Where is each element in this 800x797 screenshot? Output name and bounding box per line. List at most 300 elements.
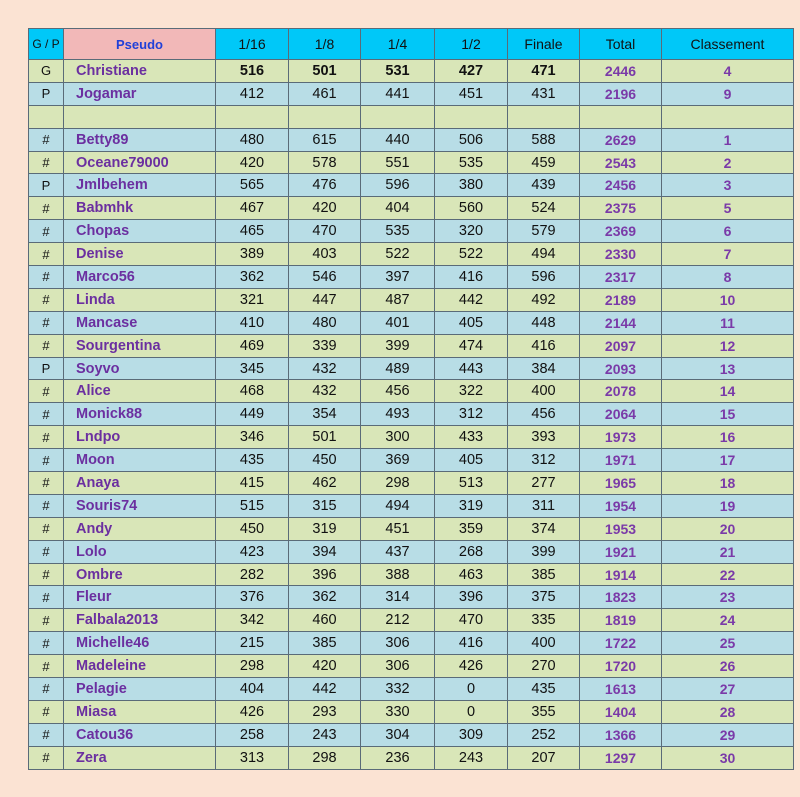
rank-cell: 13 bbox=[662, 357, 794, 380]
total-cell: 2375 bbox=[580, 197, 662, 220]
total-cell: 2446 bbox=[580, 60, 662, 83]
total-cell: 1954 bbox=[580, 494, 662, 517]
round-4-cell: 300 bbox=[361, 426, 435, 449]
round-4-cell: 522 bbox=[361, 243, 435, 266]
round-2-cell: 470 bbox=[435, 609, 508, 632]
rank-cell: 5 bbox=[662, 197, 794, 220]
round-16-cell: 346 bbox=[216, 426, 289, 449]
total-cell: 1823 bbox=[580, 586, 662, 609]
name-cell: Miasa bbox=[64, 700, 216, 723]
round-4-cell: 489 bbox=[361, 357, 435, 380]
round-8-cell: 501 bbox=[289, 426, 361, 449]
name-cell: Moon bbox=[64, 449, 216, 472]
round-4-cell: 404 bbox=[361, 197, 435, 220]
ranking-table-container bbox=[28, 28, 794, 770]
gp-cell: # bbox=[29, 700, 64, 723]
gp-cell: P bbox=[29, 357, 64, 380]
gp-cell: # bbox=[29, 678, 64, 701]
round-16-cell: 389 bbox=[216, 243, 289, 266]
round-8-cell: 447 bbox=[289, 288, 361, 311]
round-2-cell: 268 bbox=[435, 540, 508, 563]
round-8-cell: 476 bbox=[289, 174, 361, 197]
header-finale: Finale bbox=[508, 29, 580, 60]
round-8-cell: 298 bbox=[289, 746, 361, 769]
gp-cell: # bbox=[29, 632, 64, 655]
table-row bbox=[29, 700, 794, 723]
round-8-cell: 501 bbox=[289, 60, 361, 83]
header-gp: G / P bbox=[29, 29, 64, 60]
gp-cell: # bbox=[29, 563, 64, 586]
finale-cell: 311 bbox=[508, 494, 580, 517]
round-16-cell: 426 bbox=[216, 700, 289, 723]
name-cell: Andy bbox=[64, 517, 216, 540]
round-4-cell: 441 bbox=[361, 82, 435, 105]
name-cell: Jogamar bbox=[64, 82, 216, 105]
finale-cell: 579 bbox=[508, 220, 580, 243]
gp-cell: P bbox=[29, 82, 64, 105]
round-2-cell: 463 bbox=[435, 563, 508, 586]
header-total: Total bbox=[580, 29, 662, 60]
rank-cell: 14 bbox=[662, 380, 794, 403]
round-8-cell: 615 bbox=[289, 128, 361, 151]
round-4-cell: 388 bbox=[361, 563, 435, 586]
round-4-cell: 399 bbox=[361, 334, 435, 357]
round-8-cell: 432 bbox=[289, 380, 361, 403]
table-body bbox=[29, 60, 794, 770]
total-cell: 2064 bbox=[580, 403, 662, 426]
name-cell: Pelagie bbox=[64, 678, 216, 701]
round-2-cell: 416 bbox=[435, 266, 508, 289]
table-row bbox=[29, 60, 794, 83]
table-row bbox=[29, 288, 794, 311]
round-2-cell: 0 bbox=[435, 678, 508, 701]
name-cell: Alice bbox=[64, 380, 216, 403]
table-row bbox=[29, 632, 794, 655]
total-cell: 1921 bbox=[580, 540, 662, 563]
gp-cell: # bbox=[29, 128, 64, 151]
table-row bbox=[29, 311, 794, 334]
table-row bbox=[29, 334, 794, 357]
header-row bbox=[29, 29, 794, 60]
gp-cell: # bbox=[29, 220, 64, 243]
total-cell: 2543 bbox=[580, 151, 662, 174]
name-cell: Madeleine bbox=[64, 655, 216, 678]
round-4-cell: 332 bbox=[361, 678, 435, 701]
gp-cell: # bbox=[29, 403, 64, 426]
rank-cell: 8 bbox=[662, 266, 794, 289]
table-row bbox=[29, 105, 794, 128]
name-cell: Falbala2013 bbox=[64, 609, 216, 632]
rank-cell: 4 bbox=[662, 60, 794, 83]
finale-cell: 400 bbox=[508, 380, 580, 403]
round-4-cell: 437 bbox=[361, 540, 435, 563]
table-row bbox=[29, 746, 794, 769]
round-2-cell: 359 bbox=[435, 517, 508, 540]
round-16-cell: 515 bbox=[216, 494, 289, 517]
table-row bbox=[29, 472, 794, 495]
table-row bbox=[29, 197, 794, 220]
round-8-cell: 420 bbox=[289, 655, 361, 678]
round-8-cell: 578 bbox=[289, 151, 361, 174]
total-cell: 2369 bbox=[580, 220, 662, 243]
finale-cell: 399 bbox=[508, 540, 580, 563]
round-16-cell: 282 bbox=[216, 563, 289, 586]
round-16-cell: 321 bbox=[216, 288, 289, 311]
finale-cell: 416 bbox=[508, 334, 580, 357]
finale-cell: 277 bbox=[508, 472, 580, 495]
rank-cell: 11 bbox=[662, 311, 794, 334]
finale-cell: 393 bbox=[508, 426, 580, 449]
round-16-cell: 435 bbox=[216, 449, 289, 472]
round-2-cell: 443 bbox=[435, 357, 508, 380]
round-2-cell: 0 bbox=[435, 700, 508, 723]
round-16-cell bbox=[216, 105, 289, 128]
rank-cell: 24 bbox=[662, 609, 794, 632]
round-2-cell: 522 bbox=[435, 243, 508, 266]
round-4-cell: 330 bbox=[361, 700, 435, 723]
table-row bbox=[29, 357, 794, 380]
round-16-cell: 258 bbox=[216, 723, 289, 746]
round-2-cell: 426 bbox=[435, 655, 508, 678]
name-cell: Lolo bbox=[64, 540, 216, 563]
total-cell: 2196 bbox=[580, 82, 662, 105]
round-16-cell: 410 bbox=[216, 311, 289, 334]
round-2-cell: 243 bbox=[435, 746, 508, 769]
rank-cell: 25 bbox=[662, 632, 794, 655]
gp-cell: G bbox=[29, 60, 64, 83]
gp-cell: # bbox=[29, 586, 64, 609]
total-cell: 2317 bbox=[580, 266, 662, 289]
round-4-cell: 535 bbox=[361, 220, 435, 243]
total-cell: 1722 bbox=[580, 632, 662, 655]
rank-cell: 17 bbox=[662, 449, 794, 472]
finale-cell: 207 bbox=[508, 746, 580, 769]
round-2-cell: 433 bbox=[435, 426, 508, 449]
finale-cell: 312 bbox=[508, 449, 580, 472]
gp-cell: # bbox=[29, 243, 64, 266]
rank-cell: 21 bbox=[662, 540, 794, 563]
table-row bbox=[29, 449, 794, 472]
gp-cell: # bbox=[29, 540, 64, 563]
table-row bbox=[29, 586, 794, 609]
round-16-cell: 465 bbox=[216, 220, 289, 243]
table-row bbox=[29, 426, 794, 449]
name-cell: Jmlbehem bbox=[64, 174, 216, 197]
total-cell: 1965 bbox=[580, 472, 662, 495]
gp-cell: # bbox=[29, 334, 64, 357]
finale-cell: 375 bbox=[508, 586, 580, 609]
total-cell: 2456 bbox=[580, 174, 662, 197]
round-2-cell: 396 bbox=[435, 586, 508, 609]
round-8-cell: 546 bbox=[289, 266, 361, 289]
round-4-cell: 456 bbox=[361, 380, 435, 403]
table-row bbox=[29, 174, 794, 197]
round-4-cell: 304 bbox=[361, 723, 435, 746]
finale-cell bbox=[508, 105, 580, 128]
name-cell: Denise bbox=[64, 243, 216, 266]
round-2-cell: 319 bbox=[435, 494, 508, 517]
name-cell: Babmhk bbox=[64, 197, 216, 220]
round-8-cell: 354 bbox=[289, 403, 361, 426]
finale-cell: 270 bbox=[508, 655, 580, 678]
rank-cell: 2 bbox=[662, 151, 794, 174]
finale-cell: 335 bbox=[508, 609, 580, 632]
total-cell: 1973 bbox=[580, 426, 662, 449]
gp-cell: P bbox=[29, 174, 64, 197]
round-4-cell: 298 bbox=[361, 472, 435, 495]
name-cell: Betty89 bbox=[64, 128, 216, 151]
finale-cell: 384 bbox=[508, 357, 580, 380]
round-8-cell: 243 bbox=[289, 723, 361, 746]
finale-cell: 385 bbox=[508, 563, 580, 586]
round-16-cell: 467 bbox=[216, 197, 289, 220]
round-16-cell: 420 bbox=[216, 151, 289, 174]
round-2-cell: 405 bbox=[435, 311, 508, 334]
rank-cell: 29 bbox=[662, 723, 794, 746]
round-2-cell: 506 bbox=[435, 128, 508, 151]
rank-cell: 30 bbox=[662, 746, 794, 769]
round-4-cell: 531 bbox=[361, 60, 435, 83]
total-cell: 1914 bbox=[580, 563, 662, 586]
table-row bbox=[29, 151, 794, 174]
finale-cell: 252 bbox=[508, 723, 580, 746]
round-4-cell: 596 bbox=[361, 174, 435, 197]
round-16-cell: 215 bbox=[216, 632, 289, 655]
round-4-cell: 212 bbox=[361, 609, 435, 632]
rank-cell: 23 bbox=[662, 586, 794, 609]
rank-cell: 19 bbox=[662, 494, 794, 517]
round-2-cell: 442 bbox=[435, 288, 508, 311]
round-16-cell: 469 bbox=[216, 334, 289, 357]
round-4-cell: 397 bbox=[361, 266, 435, 289]
round-8-cell: 470 bbox=[289, 220, 361, 243]
round-8-cell: 432 bbox=[289, 357, 361, 380]
round-8-cell: 394 bbox=[289, 540, 361, 563]
round-4-cell: 551 bbox=[361, 151, 435, 174]
round-16-cell: 412 bbox=[216, 82, 289, 105]
finale-cell: 524 bbox=[508, 197, 580, 220]
round-8-cell: 460 bbox=[289, 609, 361, 632]
round-2-cell: 416 bbox=[435, 632, 508, 655]
name-cell: Chopas bbox=[64, 220, 216, 243]
round-16-cell: 468 bbox=[216, 380, 289, 403]
header-round-2: 1/2 bbox=[435, 29, 508, 60]
round-2-cell: 451 bbox=[435, 82, 508, 105]
total-cell: 1366 bbox=[580, 723, 662, 746]
round-2-cell: 309 bbox=[435, 723, 508, 746]
total-cell: 1720 bbox=[580, 655, 662, 678]
rank-cell: 22 bbox=[662, 563, 794, 586]
rank-cell: 7 bbox=[662, 243, 794, 266]
round-16-cell: 342 bbox=[216, 609, 289, 632]
finale-cell: 435 bbox=[508, 678, 580, 701]
round-16-cell: 313 bbox=[216, 746, 289, 769]
round-2-cell: 427 bbox=[435, 60, 508, 83]
gp-cell: # bbox=[29, 288, 64, 311]
round-8-cell: 362 bbox=[289, 586, 361, 609]
round-2-cell: 380 bbox=[435, 174, 508, 197]
table-row bbox=[29, 723, 794, 746]
name-cell: Zera bbox=[64, 746, 216, 769]
name-cell: Linda bbox=[64, 288, 216, 311]
round-16-cell: 404 bbox=[216, 678, 289, 701]
gp-cell: # bbox=[29, 311, 64, 334]
name-cell: Christiane bbox=[64, 60, 216, 83]
round-2-cell: 560 bbox=[435, 197, 508, 220]
total-cell: 2629 bbox=[580, 128, 662, 151]
total-cell: 2097 bbox=[580, 334, 662, 357]
rank-cell: 16 bbox=[662, 426, 794, 449]
round-4-cell: 494 bbox=[361, 494, 435, 517]
gp-cell: # bbox=[29, 494, 64, 517]
header-round-8: 1/8 bbox=[289, 29, 361, 60]
round-16-cell: 345 bbox=[216, 357, 289, 380]
gp-cell: # bbox=[29, 426, 64, 449]
finale-cell: 456 bbox=[508, 403, 580, 426]
name-cell: Marco56 bbox=[64, 266, 216, 289]
finale-cell: 355 bbox=[508, 700, 580, 723]
round-16-cell: 480 bbox=[216, 128, 289, 151]
total-cell: 2144 bbox=[580, 311, 662, 334]
table-row bbox=[29, 609, 794, 632]
name-cell: Lndpo bbox=[64, 426, 216, 449]
total-cell: 1819 bbox=[580, 609, 662, 632]
round-16-cell: 376 bbox=[216, 586, 289, 609]
table-row bbox=[29, 517, 794, 540]
rank-cell: 12 bbox=[662, 334, 794, 357]
finale-cell: 431 bbox=[508, 82, 580, 105]
finale-cell: 494 bbox=[508, 243, 580, 266]
round-8-cell: 293 bbox=[289, 700, 361, 723]
header-classement: Classement bbox=[662, 29, 794, 60]
rank-cell: 15 bbox=[662, 403, 794, 426]
total-cell: 1613 bbox=[580, 678, 662, 701]
rank-cell: 9 bbox=[662, 82, 794, 105]
gp-cell: # bbox=[29, 517, 64, 540]
finale-cell: 400 bbox=[508, 632, 580, 655]
name-cell: Soyvo bbox=[64, 357, 216, 380]
round-16-cell: 449 bbox=[216, 403, 289, 426]
rank-cell: 3 bbox=[662, 174, 794, 197]
round-8-cell: 462 bbox=[289, 472, 361, 495]
name-cell: Anaya bbox=[64, 472, 216, 495]
table-row bbox=[29, 678, 794, 701]
total-cell: 2078 bbox=[580, 380, 662, 403]
header-pseudo: Pseudo bbox=[64, 29, 216, 60]
finale-cell: 492 bbox=[508, 288, 580, 311]
round-4-cell: 451 bbox=[361, 517, 435, 540]
round-16-cell: 516 bbox=[216, 60, 289, 83]
finale-cell: 374 bbox=[508, 517, 580, 540]
round-16-cell: 450 bbox=[216, 517, 289, 540]
rank-cell: 1 bbox=[662, 128, 794, 151]
name-cell: Fleur bbox=[64, 586, 216, 609]
name-cell bbox=[64, 105, 216, 128]
table-row bbox=[29, 82, 794, 105]
round-8-cell: 396 bbox=[289, 563, 361, 586]
round-16-cell: 298 bbox=[216, 655, 289, 678]
round-4-cell: 306 bbox=[361, 632, 435, 655]
round-4-cell bbox=[361, 105, 435, 128]
name-cell: Catou36 bbox=[64, 723, 216, 746]
rank-cell: 18 bbox=[662, 472, 794, 495]
round-2-cell: 535 bbox=[435, 151, 508, 174]
name-cell: Mancase bbox=[64, 311, 216, 334]
rank-cell: 20 bbox=[662, 517, 794, 540]
name-cell: Sourgentina bbox=[64, 334, 216, 357]
total-cell: 1953 bbox=[580, 517, 662, 540]
total-cell: 2330 bbox=[580, 243, 662, 266]
round-4-cell: 493 bbox=[361, 403, 435, 426]
total-cell: 1404 bbox=[580, 700, 662, 723]
total-cell bbox=[580, 105, 662, 128]
round-8-cell: 385 bbox=[289, 632, 361, 655]
round-2-cell bbox=[435, 105, 508, 128]
round-16-cell: 565 bbox=[216, 174, 289, 197]
gp-cell: # bbox=[29, 449, 64, 472]
finale-cell: 471 bbox=[508, 60, 580, 83]
name-cell: Monick88 bbox=[64, 403, 216, 426]
finale-cell: 588 bbox=[508, 128, 580, 151]
finale-cell: 459 bbox=[508, 151, 580, 174]
name-cell: Oceane79000 bbox=[64, 151, 216, 174]
total-cell: 2189 bbox=[580, 288, 662, 311]
rank-cell bbox=[662, 105, 794, 128]
gp-cell: # bbox=[29, 655, 64, 678]
round-2-cell: 513 bbox=[435, 472, 508, 495]
round-16-cell: 362 bbox=[216, 266, 289, 289]
table-row bbox=[29, 220, 794, 243]
round-8-cell: 339 bbox=[289, 334, 361, 357]
rank-cell: 27 bbox=[662, 678, 794, 701]
total-cell: 1971 bbox=[580, 449, 662, 472]
round-2-cell: 322 bbox=[435, 380, 508, 403]
round-4-cell: 401 bbox=[361, 311, 435, 334]
round-2-cell: 474 bbox=[435, 334, 508, 357]
gp-cell: # bbox=[29, 746, 64, 769]
total-cell: 2093 bbox=[580, 357, 662, 380]
table-row bbox=[29, 494, 794, 517]
rank-cell: 10 bbox=[662, 288, 794, 311]
table-row bbox=[29, 128, 794, 151]
name-cell: Ombre bbox=[64, 563, 216, 586]
round-8-cell: 403 bbox=[289, 243, 361, 266]
round-4-cell: 314 bbox=[361, 586, 435, 609]
round-4-cell: 236 bbox=[361, 746, 435, 769]
gp-cell: # bbox=[29, 609, 64, 632]
round-16-cell: 423 bbox=[216, 540, 289, 563]
round-4-cell: 306 bbox=[361, 655, 435, 678]
rank-cell: 26 bbox=[662, 655, 794, 678]
round-4-cell: 369 bbox=[361, 449, 435, 472]
round-2-cell: 312 bbox=[435, 403, 508, 426]
finale-cell: 596 bbox=[508, 266, 580, 289]
finale-cell: 448 bbox=[508, 311, 580, 334]
round-4-cell: 440 bbox=[361, 128, 435, 151]
round-8-cell: 319 bbox=[289, 517, 361, 540]
round-8-cell: 420 bbox=[289, 197, 361, 220]
ranking-table bbox=[28, 28, 794, 770]
gp-cell: # bbox=[29, 197, 64, 220]
gp-cell bbox=[29, 105, 64, 128]
table-row bbox=[29, 403, 794, 426]
header-round-4: 1/4 bbox=[361, 29, 435, 60]
gp-cell: # bbox=[29, 472, 64, 495]
table-row bbox=[29, 655, 794, 678]
gp-cell: # bbox=[29, 380, 64, 403]
rank-cell: 28 bbox=[662, 700, 794, 723]
total-cell: 1297 bbox=[580, 746, 662, 769]
